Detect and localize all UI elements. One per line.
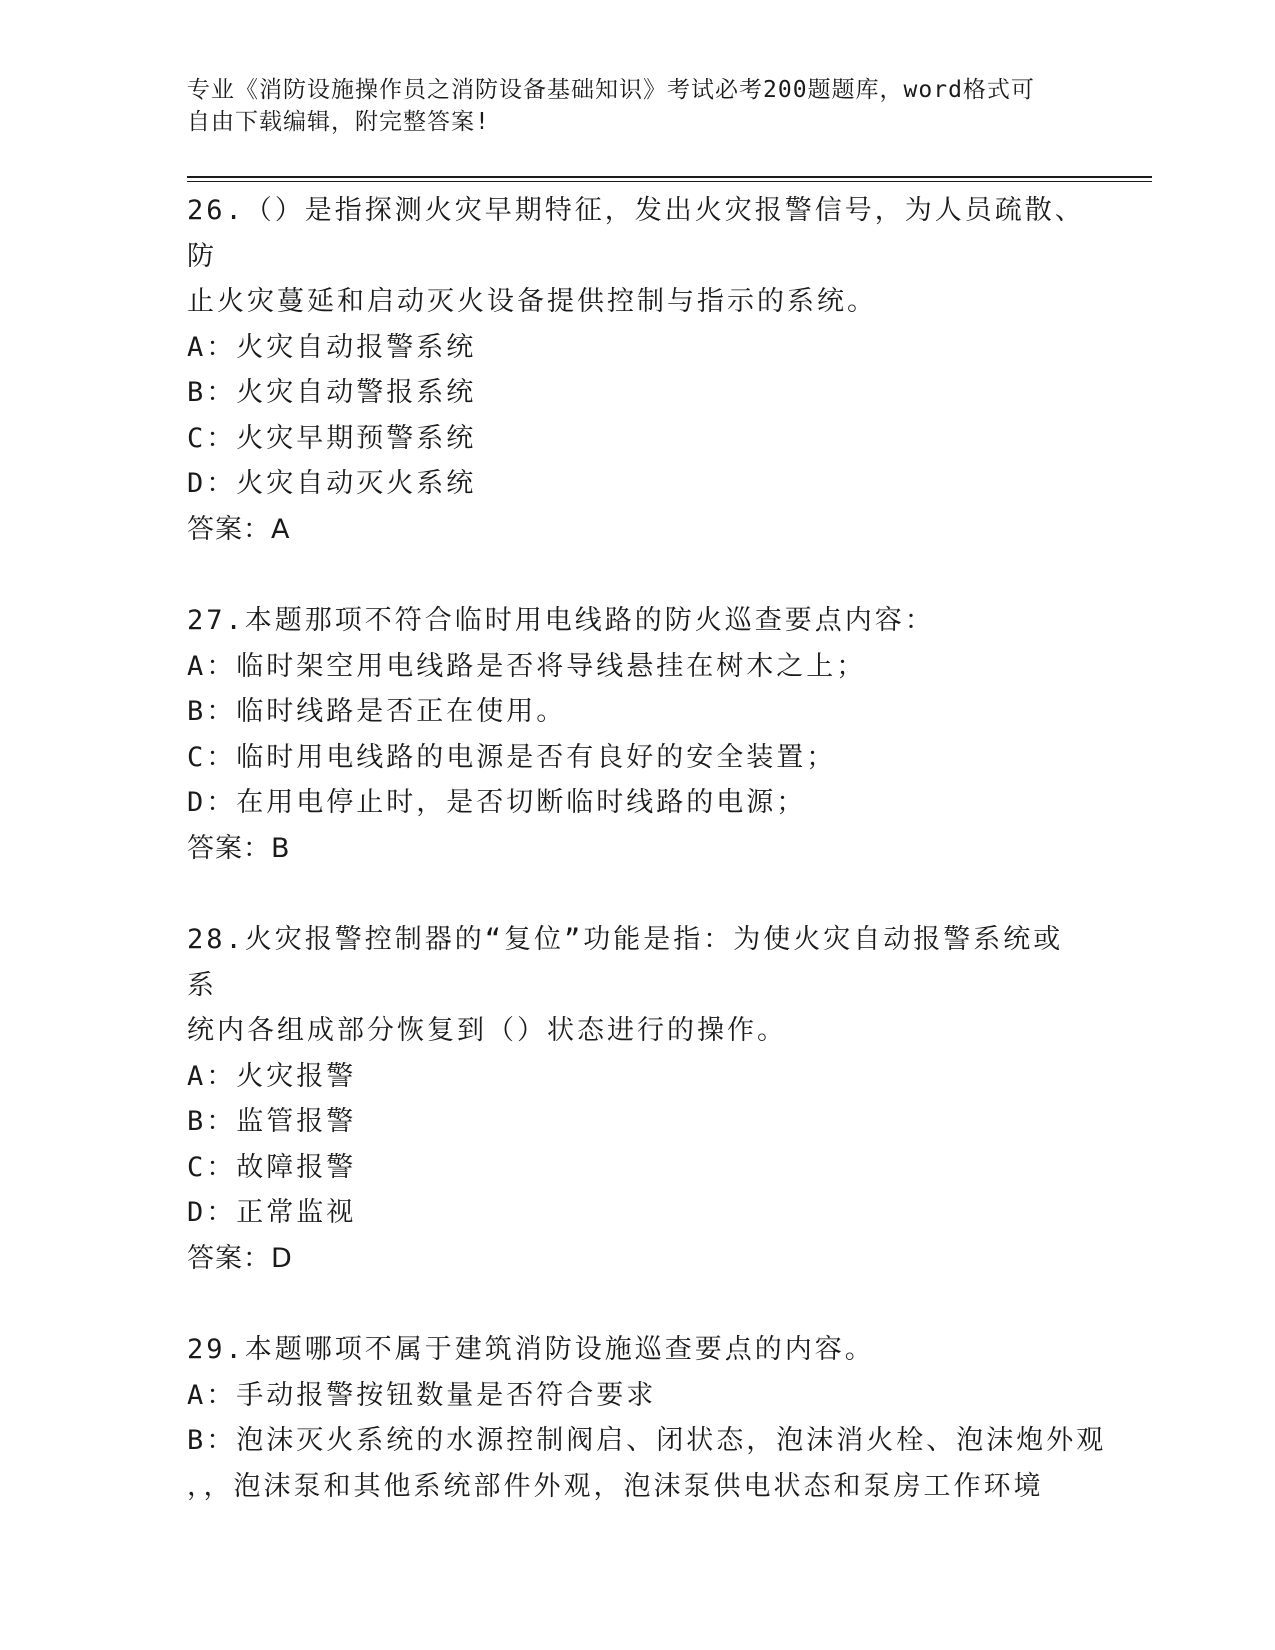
header-rule-thin — [187, 181, 1152, 182]
question-29 — [187, 1327, 1107, 1509]
option-a: A：临时架空用电线路是否将导线悬挂在树木之上； — [187, 650, 867, 682]
header-line-1: 专业《消防设施操作员之消防设备基础知识》考试必考200题题库，word格式可 — [187, 77, 1035, 103]
question-stem-line: 29.本题哪项不属于建筑消防设施巡查要点的内容。 — [187, 1334, 875, 1365]
option-b: B：泡沫灭火系统的水源控制阀启、闭状态，泡沫消火栓、泡沫炮外观 — [187, 1425, 1107, 1456]
header-rule-thick — [187, 176, 1152, 178]
option-b: B：临时线路是否正在使用。 — [187, 696, 567, 727]
question-28 — [187, 917, 1087, 1281]
question-stem-line: 26.（）是指探测火灾早期特征，发出火灾报警信号，为人员疏散、防 — [187, 195, 1085, 272]
option-d: D：正常监视 — [187, 1197, 357, 1228]
option-b: B：监管报警 — [187, 1106, 357, 1137]
question-27 — [187, 598, 1087, 871]
question-26 — [187, 188, 1087, 552]
option-c: C：临时用电线路的电源是否有良好的安全装置； — [187, 741, 837, 773]
option-a: A：手动报警按钮数量是否符合要求 — [187, 1379, 657, 1411]
question-stem-line: 27.本题那项不符合临时用电线路的防火巡查要点内容： — [187, 605, 935, 636]
answer: 答案：B — [187, 832, 291, 864]
document-header — [187, 74, 1067, 138]
option-d: D：在用电停止时，是否切断临时线路的电源； — [187, 787, 807, 818]
answer: 答案：A — [187, 513, 291, 545]
option-a: A：火灾自动报警系统 — [187, 331, 477, 363]
answer: 答案：D — [187, 1242, 293, 1274]
option-b-continued: ，，泡沫泵和其他系统部件外观，泡沫泵供电状态和泵房工作环境 — [187, 1470, 1044, 1502]
question-stem-line: 止火灾蔓延和启动灭火设备提供控制与指示的系统。 — [187, 286, 877, 317]
option-d: D：火灾自动灭火系统 — [187, 468, 477, 499]
option-c: C：故障报警 — [187, 1151, 357, 1183]
option-a: A：火灾报警 — [187, 1060, 357, 1092]
question-stem-line: 28.火灾报警控制器的“复位”功能是指：为使火灾自动报警系统或系 — [187, 924, 1064, 1001]
header-line-2: 自由下载编辑，附完整答案! — [187, 109, 490, 135]
option-b: B：火灾自动警报系统 — [187, 377, 477, 408]
option-c: C：火灾早期预警系统 — [187, 422, 477, 454]
question-list — [187, 188, 1107, 1555]
question-stem-line: 统内各组成部分恢复到（）状态进行的操作。 — [187, 1015, 787, 1046]
